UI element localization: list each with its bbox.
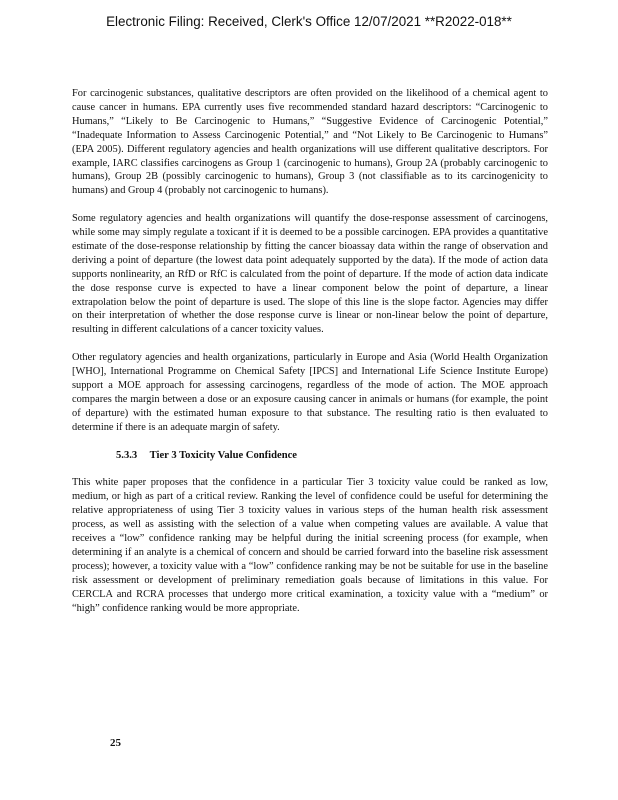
paragraph-moe-approach: Other regulatory agencies and health organizations, particularly in Europe and Asia (World Health Organization [WHO], International Programme on Chemical Safety [IPCS] and International Life Science Institute Europe) support a MOE approach for assessing carcinogens, regardless of the mode of action. The MOE approach compares the margin between a dose or an exposure causing cancer in animals or humans (for example, the point of departure) with the estimated human exposure to that substance. The resulting ratio is then evaluated to determine if there is an adequate margin of safety.	[72, 352, 548, 433]
section-heading	[116, 449, 548, 463]
page-number: 25	[110, 737, 121, 749]
paragraph-confidence: This white paper proposes that the confidence in a particular Tier 3 toxicity value could be ranked as low, medium, or high as part of a critical review. Ranking the level of confidence could be useful for determining the relative appropriateness of using Tier 3 toxicity values in various steps of the human health risk assessment process, as well as assisting with the selection of a value when competing values are available. A value that receives a “low” confidence ranking may be helpful during the initial screening process (for example, when determining if an analyte is a chemical of concern and should be carried forward into the baseline risk assessment process); however, a toxicity value with a “low” confidence ranking may be not be suitable for use in the baseline risk assessment or development of preliminary remediation goals because of limitations in this value. For CERCLA and RCRA processes that undergo more critical examination, a toxicity value with a “medium” or “high” confidence ranking would be more appropriate.	[72, 477, 548, 614]
paragraph-cancer-descriptors: For carcinogenic substances, qualitative descriptors are often provided on the likelihood of a chemical agent to cause cancer in humans. EPA currently uses five recommended standard hazard descriptors: “Carcinogenic to Humans,” “Likely to Be Carcinogenic to Humans,” “Suggestive Evidence of Carcinogenic Potential,” “Inadequate Information to Assess Carcinogenic Potential,” and “Not Likely to Be Carcinogenic to Humans” (EPA 2005). Different regulatory agencies and health organizations will use different qualitative descriptors. For example, IARC classifies carcinogens as Group 1 (carcinogenic to humans), Group 2A (probably carcinogenic to humans), Group 2B (possibly carcinogenic to humans), Group 3 (not classifiable as to its carcinogenicity to humans) and Group 4 (probably not carcinogenic to humans).	[72, 88, 548, 197]
paragraph-dose-response: Some regulatory agencies and health organizations will quantify the dose-response assessment of carcinogens, while some may simply regulate a toxicant if it is deemed to be a possible carcinogen. EPA provides a quantitative estimate of the dose-response relationship by fitting the cancer bioassay data within the range of observation and deriving a point of departure (the lowest data point adequately supported by the data). If the mode of action data supports nonlinearity, an RfD or RfC is calculated from the point of departure. If the mode of action data indicate the dose response curve is expected to have a linear component below the point of departure, a linear extrapolation below the point of departure is used. The slope of this line is the slope factor. Agencies may differ on their interpretation of whether the dose response curve is linear or non-linear below the point of departure, resulting in different calculations of a cancer toxicity values.	[72, 213, 548, 336]
section-title: Tier 3 Toxicity Value Confidence	[149, 449, 298, 461]
section-number: 5.3.3	[116, 449, 138, 461]
filing-header: Electronic Filing: Received, Clerk's Office 12/07/2021 **R2022-018**	[106, 14, 512, 29]
document-body	[72, 87, 548, 629]
